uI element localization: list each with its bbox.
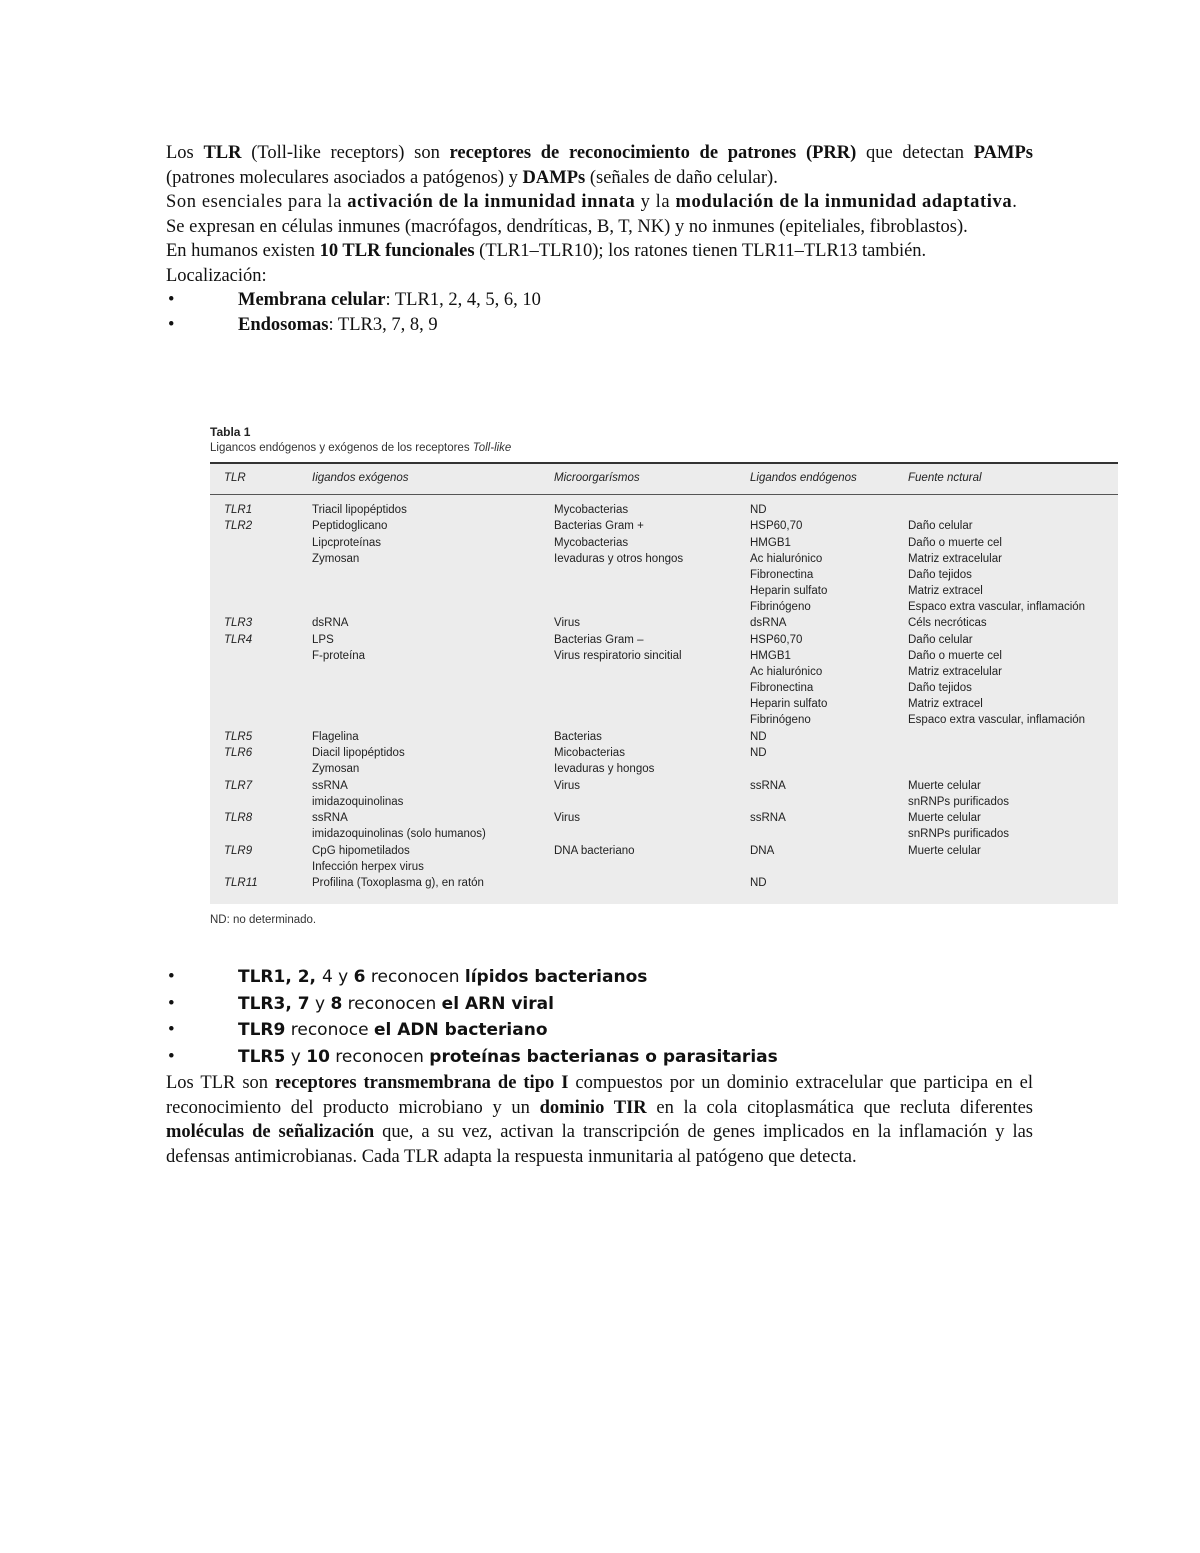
intro-paragraph-1 — [166, 141, 1033, 190]
text-run: en la cola citoplasmática que recluta diferentes — [646, 1097, 1033, 1118]
table-cell: HMGB1 — [750, 536, 791, 549]
table-cell: TLR4 — [224, 633, 253, 646]
table-cell: Espaco extra vascular, inflamación — [908, 600, 1086, 613]
bold-run: TLR1, 2, — [238, 967, 322, 987]
table-cell: Ac hialurónico — [750, 665, 823, 678]
bold-run: 8 — [330, 993, 343, 1014]
text-run: Los TLR son — [166, 1073, 276, 1093]
table-row — [210, 648, 1118, 664]
bold-run: 10 — [306, 1046, 330, 1067]
table-cell: TLR9 — [224, 844, 253, 857]
table-cell: Matriz extracelular — [908, 552, 1002, 565]
recognition-list — [166, 964, 1033, 1070]
bold-run: receptores transmembrana de tipo I — [275, 1073, 569, 1093]
table-cell: Triacil lipopéptidos — [312, 504, 407, 516]
text-run: (patrones moleculares asociados a patógenos) y — [166, 167, 523, 188]
table-cell: TLR3 — [224, 617, 253, 630]
table-cell: Zymosan — [312, 763, 360, 776]
table-cell: TLR1 — [224, 504, 253, 516]
text-run: (señales de daño celular). — [585, 167, 778, 188]
table-cell: ND — [750, 504, 767, 516]
table-cell: dsRNA — [750, 617, 787, 630]
table-cell: Fibronectina — [750, 568, 814, 581]
table-cell: Ievaduras y otros hongos — [554, 552, 684, 565]
table-cell: LPS — [312, 633, 334, 646]
text-run: reconocen — [342, 993, 442, 1014]
table-cell: Heparin sulfato — [750, 584, 828, 597]
table-cell: ND — [750, 747, 767, 759]
text-run: compuestos por un dominio extracelular que participa en el reconocimiento del producto microbiano y un — [166, 1073, 1033, 1118]
table-cell: F-proteína — [312, 649, 366, 662]
table-cell: Ac hialurónico — [750, 552, 823, 565]
closing-paragraph — [166, 1071, 1033, 1169]
text-run: que detectan — [856, 143, 974, 163]
table-row — [210, 826, 1118, 842]
table-title: Tabla 1 — [210, 425, 251, 439]
bold-run: moléculas de señalización — [166, 1122, 375, 1142]
bold-run: 10 TLR funcionales — [319, 241, 475, 261]
localization-label: Localización: — [166, 265, 267, 286]
table-row — [210, 551, 1118, 567]
table-cell: HSP60,70 — [750, 520, 803, 533]
text-run: En humanos existen — [166, 241, 320, 261]
intro-paragraph-3: Se expresan en células inmunes (macrófagos, dendríticas, B, T, NK) y no inmunes (epiteliales, fibroblastos). — [166, 216, 968, 237]
column-header: Ligandos endógenos — [750, 472, 857, 484]
table-row — [210, 729, 1118, 745]
table-cell: Virus respiratorio sincitial — [554, 649, 682, 662]
list-item — [166, 313, 1033, 338]
bold-run: activación de la inmunidad innata — [347, 192, 636, 212]
table-cell: dsRNA — [312, 617, 349, 630]
bold-run: DAMPs — [522, 167, 586, 188]
table-cell: Lipcproteínas — [312, 536, 382, 549]
table-row — [210, 794, 1118, 810]
table-cell: Bacterias Gram + — [554, 520, 644, 533]
bold-run: Membrana celular — [238, 290, 386, 310]
list-item — [166, 288, 1033, 313]
table-cell: Diacil lipopéptidos — [312, 747, 405, 759]
italic-run: Toll-like — [472, 442, 512, 454]
text-run: y — [309, 993, 331, 1014]
bold-run: TLR — [203, 143, 242, 163]
column-header: Iigandos exógenos — [312, 472, 409, 484]
table-cell: TLR6 — [224, 747, 253, 759]
table-row — [210, 745, 1118, 761]
table-cell: imidazoquinolinas (solo humanos) — [312, 828, 486, 841]
bold-run: proteínas bacterianas o parasitarias — [429, 1046, 778, 1067]
text-run: : TLR3, 7, 8, 9 — [328, 314, 438, 335]
table-cell: Profilina (Toxoplasma g), en ratón — [312, 877, 484, 889]
table-header-row — [210, 464, 1118, 495]
table-row — [210, 843, 1118, 859]
table-cell: TLR11 — [224, 877, 258, 889]
table-row — [210, 712, 1118, 728]
table-subtitle — [210, 440, 1120, 456]
text-run: que, a su vez, activan la transcripción de genes implicados en la inflamación y las defensas antimicrobianas. Cada TLR adapta la respuesta inmunitaria al patógeno que detecta. — [166, 1122, 1033, 1167]
table-row — [210, 632, 1118, 648]
table-cell: Infección herpex virus — [312, 860, 424, 873]
table-cell: ND — [750, 730, 767, 743]
table-cell: Matriz extracel — [908, 584, 983, 597]
table-cell: Daño tejidos — [908, 682, 972, 694]
bold-run: receptores de reconocimiento de patrones (PRR) — [449, 143, 857, 163]
text-run: Son esenciales para la — [166, 192, 348, 212]
table-cell: Virus — [554, 779, 580, 792]
text-run: y la — [635, 192, 676, 212]
column-header: Fuente nctural — [908, 472, 982, 484]
list-item — [166, 1017, 1033, 1044]
table-row — [210, 680, 1118, 696]
table-row — [210, 535, 1118, 551]
table-cell: ssRNA — [750, 779, 786, 792]
table-cell: ssRNA — [750, 812, 786, 824]
bold-run: TLR3, 7 — [238, 993, 310, 1014]
table-row — [210, 761, 1118, 777]
table-row — [210, 778, 1118, 794]
table-cell: Matriz extracel — [908, 698, 983, 711]
text-run: 4 — [321, 967, 333, 987]
table-cell: Virus — [554, 617, 580, 630]
bold-run: el ARN viral — [441, 993, 554, 1014]
table-cell: Heparin sulfato — [750, 698, 828, 711]
table-cell: Fibronectina — [750, 682, 814, 694]
table-row — [210, 664, 1118, 680]
table-cell: Bacterias — [554, 730, 602, 743]
table-cell: Espaco extra vascular, inflamación — [908, 714, 1086, 727]
tlr-ligand-table-figure — [210, 424, 1120, 926]
table-cell: TLR8 — [224, 812, 253, 824]
table-row — [210, 859, 1118, 875]
table-row — [210, 810, 1118, 826]
bold-run: 6 — [353, 967, 366, 987]
list-item — [166, 991, 1033, 1018]
table-footnote: ND: no determinado. — [210, 914, 317, 926]
recognition-section — [166, 964, 1033, 1070]
text-run: . — [1012, 192, 1018, 212]
table-box — [210, 462, 1118, 904]
table-cell: Muerte celular — [908, 844, 981, 857]
intro-paragraph-2 — [166, 190, 1033, 215]
table-row — [210, 502, 1118, 518]
table-cell: Ievaduras y hongos — [554, 763, 655, 776]
table-cell: snRNPs purificados — [908, 795, 1009, 808]
table-cell: Flagelina — [312, 730, 359, 743]
column-header: TLR — [224, 472, 246, 484]
table-row — [210, 599, 1118, 615]
table-cell: DNA — [750, 844, 775, 857]
list-item — [166, 1044, 1033, 1071]
table-cell: ssRNA — [312, 812, 348, 824]
table-cell: Muerte celular — [908, 779, 981, 792]
table-cell: Micobacterias — [554, 747, 625, 759]
bold-run: Endosomas — [238, 314, 329, 335]
text-run: (Toll-like receptors) son — [241, 143, 450, 163]
table-row — [210, 518, 1118, 534]
table-cell: Matriz extracelular — [908, 665, 1002, 678]
table-row — [210, 875, 1118, 891]
table-cell: Fibrinógeno — [750, 600, 811, 613]
table-cell: Céls necróticas — [908, 617, 987, 630]
bold-run: PAMPs — [973, 143, 1033, 163]
table-cell: snRNPs purificados — [908, 828, 1009, 841]
text-run: (TLR1–TLR10); los ratones tienen TLR11–TLR13 también. — [474, 241, 927, 261]
table-cell: Virus — [554, 812, 580, 824]
table-cell: ND — [750, 877, 767, 889]
table-row — [210, 615, 1118, 631]
text-run: Ligancos endógenos y exógenos de los receptores — [210, 442, 473, 454]
table-cell: HMGB1 — [750, 649, 791, 662]
bold-run: lípidos bacterianos — [464, 967, 648, 987]
intro-paragraph-4 — [166, 239, 1033, 264]
table-cell: TLR5 — [224, 730, 253, 743]
table-cell: HSP60,70 — [750, 633, 803, 646]
table-cell: ssRNA — [312, 779, 348, 792]
bold-run: TLR5 — [238, 1046, 286, 1067]
localization-list — [166, 288, 1033, 337]
table-cell: Muerte celular — [908, 812, 981, 824]
column-header: Microorgarísmos — [554, 472, 640, 484]
table-cell: Mycobacterias — [554, 504, 629, 516]
text-run: : TLR1, 2, 4, 5, 6, 10 — [385, 290, 541, 310]
intro-section — [166, 141, 1033, 337]
bold-run: TLR9 — [238, 1020, 286, 1040]
table-row — [210, 696, 1118, 712]
table-cell: Zymosan — [312, 552, 360, 565]
bold-run: modulación de la inmunidad adaptativa — [675, 192, 1013, 212]
text-run: reconocen — [329, 1046, 430, 1067]
table-cell: Daño o muerte cel — [908, 536, 1002, 549]
table-cell: Daño celular — [908, 633, 973, 646]
text-run: reconoce — [285, 1020, 374, 1040]
table-cell: DNA bacteriano — [554, 844, 635, 857]
table-row — [210, 567, 1118, 583]
table-cell: Fibrinógeno — [750, 714, 811, 727]
table-cell: Mycobacterias — [554, 536, 629, 549]
table-cell: Daño o muerte cel — [908, 649, 1002, 662]
table-cell: Daño tejidos — [908, 568, 972, 581]
text-run: y — [332, 967, 354, 987]
table-cell: TLR7 — [224, 779, 253, 792]
table-cell: Bacterias Gram – — [554, 633, 644, 646]
table-cell: Peptidoglicano — [312, 520, 388, 533]
bold-run: dominio TIR — [539, 1097, 647, 1118]
table-row — [210, 583, 1118, 599]
table-cell: TLR2 — [224, 520, 253, 533]
text-run: Los — [166, 143, 204, 163]
list-item — [166, 964, 1033, 991]
text-run: y — [285, 1046, 307, 1067]
text-run: reconocen — [365, 967, 465, 987]
table-cell: imidazoquinolinas — [312, 795, 404, 808]
table-cell: CpG hipometilados — [312, 844, 410, 857]
bold-run: el ADN bacteriano — [373, 1020, 548, 1040]
table-cell: Daño celular — [908, 520, 973, 533]
